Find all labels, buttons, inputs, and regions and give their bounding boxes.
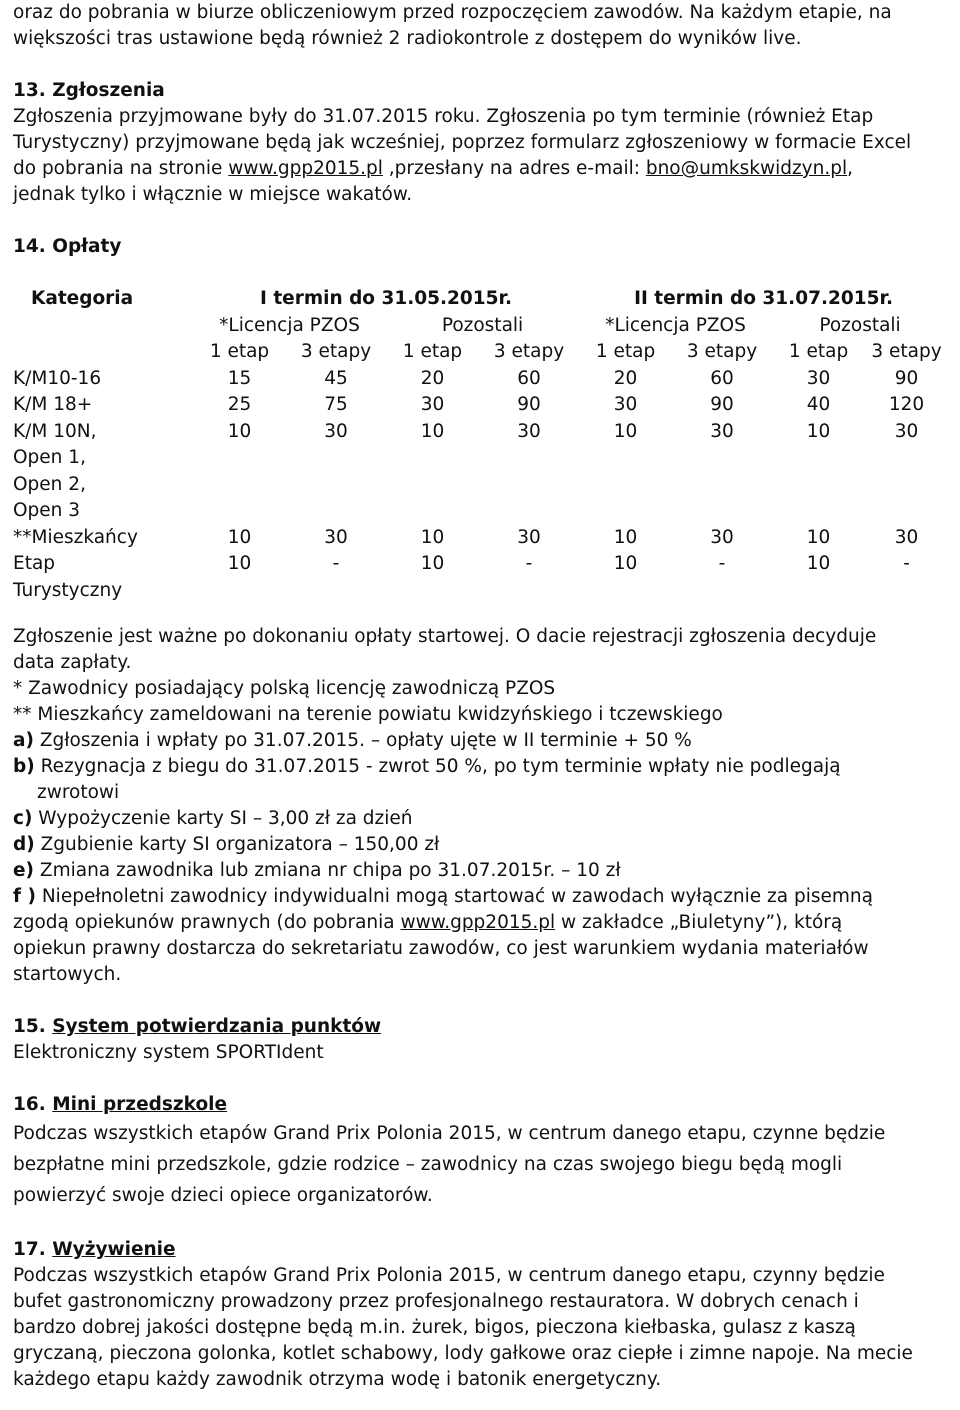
section-15-text: Elektroniczny system SPORTIdent bbox=[13, 1042, 324, 1063]
fee-cell bbox=[286, 445, 386, 472]
table-header-row bbox=[13, 286, 948, 313]
fee-cell bbox=[193, 578, 286, 605]
fee-cell: 10 bbox=[227, 553, 252, 574]
email-link[interactable]: bno@umkskwidzyn.pl bbox=[645, 158, 848, 179]
fee-cell bbox=[286, 498, 386, 525]
row-label: K/M10-16 bbox=[13, 367, 102, 389]
fee-cell: 90 bbox=[517, 394, 541, 415]
fee-cell bbox=[286, 472, 386, 499]
fee-cell: 30 bbox=[710, 526, 734, 548]
section-16-text: bezpłatne mini przedszkole, gdzie rodzice – zawodnicy na czas swojego biegu będą mogli bbox=[13, 1154, 843, 1175]
fee-cell bbox=[479, 498, 579, 525]
fee-cell bbox=[672, 498, 772, 525]
table-header-row bbox=[13, 339, 948, 366]
fee-cell: 30 bbox=[324, 526, 348, 548]
fee-cell bbox=[193, 498, 286, 525]
row-label: **Mieszkańcy bbox=[13, 526, 138, 548]
fee-cell bbox=[386, 498, 479, 525]
fees-note: ** Mieszkańcy zameldowani na terenie powiatu kwidzyńskiego i tczewskiego bbox=[13, 704, 723, 725]
section-13-text: do pobrania na stronie www.gpp2015.pl ,przesłany na adres e-mail: bno@umkskwidzyn.pl, bbox=[13, 158, 853, 179]
fee-cell: - bbox=[903, 553, 910, 574]
section-16-text: powierzyć swoje dzieci opiece organizatorów. bbox=[13, 1185, 433, 1206]
table-row bbox=[13, 551, 948, 578]
section-17-text: Podczas wszystkich etapów Grand Prix Polonia 2015, w centrum danego etapu, czynny będzie bbox=[13, 1265, 885, 1286]
header-licencja: *Licencja PZOS bbox=[219, 314, 360, 336]
fee-cell: 25 bbox=[227, 394, 252, 415]
fee-cell: 10 bbox=[420, 420, 445, 442]
section-16-text: Podczas wszystkich etapów Grand Prix Polonia 2015, w centrum danego etapu, czynne będzie bbox=[13, 1123, 886, 1144]
fee-cell: 40 bbox=[806, 394, 831, 415]
fee-rule-c: c) Wypożyczenie karty SI – 3,00 zł za dzień bbox=[13, 808, 413, 829]
fee-cell: 10 bbox=[806, 553, 831, 574]
header-kategoria: Kategoria bbox=[31, 288, 134, 309]
fee-cell: 10 bbox=[613, 526, 638, 548]
section-13-heading: 13. Zgłoszenia bbox=[13, 80, 165, 101]
row-label: Open 1, bbox=[13, 447, 86, 468]
fee-cell bbox=[672, 472, 772, 499]
header-1-etap: 1 etap bbox=[595, 341, 656, 362]
table-row bbox=[13, 472, 948, 499]
fee-rule-f: startowych. bbox=[13, 964, 122, 985]
fee-cell: 20 bbox=[613, 367, 638, 389]
fee-cell bbox=[193, 445, 286, 472]
fee-cell: 60 bbox=[710, 367, 734, 389]
fee-cell: - bbox=[718, 553, 726, 574]
fee-cell: 90 bbox=[894, 367, 919, 389]
table-header-row bbox=[13, 313, 948, 340]
fee-cell: - bbox=[525, 553, 533, 574]
fee-cell: 10 bbox=[227, 420, 252, 442]
website-link[interactable]: www.gpp2015.pl bbox=[228, 158, 383, 179]
table-row bbox=[13, 525, 948, 552]
fee-cell: 30 bbox=[894, 420, 919, 442]
fee-cell: 15 bbox=[227, 367, 252, 389]
row-label: Turystyczny bbox=[13, 579, 123, 601]
fee-cell: 10 bbox=[613, 553, 638, 574]
fee-cell bbox=[386, 445, 479, 472]
fees-table bbox=[13, 286, 948, 604]
fee-cell bbox=[579, 445, 672, 472]
fees-note: * Zawodnicy posiadający polską licencję zawodniczą PZOS bbox=[13, 678, 556, 699]
fee-cell: 10 bbox=[420, 526, 445, 548]
section-17-text: gryczaną, pieczona golonka, kotlet schabowy, lody gałkowe oraz ciepłe i zimne napoje. Na mecie bbox=[13, 1343, 913, 1364]
fee-rule-f: zgodą opiekunów prawnych (do pobrania www.gpp2015.pl w zakładce „Biuletyny”), którą bbox=[13, 912, 843, 933]
fee-cell bbox=[286, 578, 386, 605]
section-17-text: bardzo dobrej jakości dostępne będą m.in. żurek, bigos, pieczona kiełbaska, gulasz z kaszą bbox=[13, 1317, 856, 1338]
fee-cell bbox=[579, 472, 672, 499]
fee-cell: 30 bbox=[324, 420, 348, 442]
fee-cell: 120 bbox=[888, 394, 925, 415]
row-label: Etap bbox=[13, 553, 56, 574]
section-15-heading: 15. System potwierdzania punktów bbox=[13, 1016, 382, 1037]
header-pozostali: Pozostali bbox=[441, 314, 524, 336]
fee-cell: 30 bbox=[420, 394, 445, 415]
fee-cell: 30 bbox=[894, 526, 919, 548]
table-row bbox=[13, 445, 948, 472]
fee-cell: 60 bbox=[517, 367, 541, 389]
fee-cell bbox=[479, 472, 579, 499]
fee-cell bbox=[386, 578, 479, 605]
section-17-text: każdego etapu każdy zawodnik otrzyma wodę i batonik energetyczny. bbox=[13, 1369, 662, 1390]
fee-cell: 30 bbox=[613, 394, 638, 415]
fee-cell bbox=[579, 578, 672, 605]
section-14-heading: 14. Opłaty bbox=[13, 236, 122, 257]
row-label: Open 2, bbox=[13, 473, 86, 495]
fee-cell bbox=[772, 498, 865, 525]
header-licencja: *Licencja PZOS bbox=[605, 314, 746, 336]
fee-cell bbox=[579, 498, 672, 525]
fee-cell bbox=[193, 472, 286, 499]
fee-cell: 30 bbox=[517, 526, 541, 548]
header-1-etap: 1 etap bbox=[209, 341, 270, 362]
fee-cell: 30 bbox=[806, 367, 831, 389]
website-link[interactable]: www.gpp2015.pl bbox=[400, 912, 556, 933]
table-row bbox=[13, 578, 948, 605]
fee-cell: 75 bbox=[324, 394, 348, 415]
document-page bbox=[13, 0, 948, 1393]
header-3-etapy: 3 etapy bbox=[871, 341, 942, 362]
header-3-etapy: 3 etapy bbox=[300, 341, 372, 362]
row-label: K/M 10N, bbox=[13, 420, 97, 442]
intro-line: oraz do pobrania w biurze obliczeniowym przed rozpoczęciem zawodów. Na każdym etapie, na bbox=[13, 2, 892, 23]
row-label: Open 3 bbox=[13, 500, 81, 521]
fee-cell bbox=[772, 578, 865, 605]
fee-rule-d: d) Zgubienie karty SI organizatora – 150,00 zł bbox=[13, 834, 440, 855]
fee-rule-a: a) Zgłoszenia i wpłaty po 31.07.2015. – opłaty ujęte w II terminie + 50 % bbox=[13, 730, 692, 751]
fee-cell: 90 bbox=[710, 394, 734, 415]
fee-cell bbox=[865, 472, 948, 499]
fee-cell: 10 bbox=[420, 553, 445, 574]
section-17-text: bufet gastronomiczny prowadzony przez profesjonalnego restauratora. W dobrych cenach i bbox=[13, 1291, 859, 1312]
fees-note: Zgłoszenie jest ważne po dokonaniu opłaty startowej. O dacie rejestracji zgłoszenia decyduje bbox=[13, 626, 877, 647]
fee-cell: 10 bbox=[806, 420, 831, 442]
fee-rule-b: zwrotowi bbox=[37, 782, 120, 803]
fee-cell bbox=[865, 498, 948, 525]
fee-cell bbox=[865, 445, 948, 472]
header-term-1: I termin do 31.05.2015r. bbox=[260, 288, 513, 309]
header-3-etapy: 3 etapy bbox=[493, 341, 565, 362]
fee-cell bbox=[479, 578, 579, 605]
fee-rule-f: f ) Niepełnoletni zawodnicy indywidualni mogą startować w zawodach wyłącznie za pisemną bbox=[13, 886, 873, 907]
fee-rule-f: opiekun prawny dostarcza do sekretariatu zawodów, co jest warunkiem wydania materiałów bbox=[13, 938, 869, 959]
table-row bbox=[13, 366, 948, 393]
section-13-text: Turystyczny) przyjmowane będą jak wcześniej, poprzez formularz zgłoszeniowy w formacie Excel bbox=[13, 132, 912, 153]
fee-cell: - bbox=[332, 553, 340, 574]
fee-cell bbox=[386, 472, 479, 499]
fee-cell: 30 bbox=[517, 420, 541, 442]
fees-note: data zapłaty. bbox=[13, 652, 132, 673]
intro-line: większości tras ustawione będą również 2 radiokontrole z dostępem do wyników live. bbox=[13, 28, 802, 49]
fee-cell bbox=[479, 445, 579, 472]
header-pozostali: Pozostali bbox=[819, 314, 901, 336]
section-16-heading: 16. Mini przedszkole bbox=[13, 1094, 228, 1115]
header-1-etap: 1 etap bbox=[402, 341, 463, 362]
fee-cell bbox=[672, 445, 772, 472]
fee-cell: 10 bbox=[227, 526, 252, 548]
fee-cell bbox=[672, 578, 772, 605]
fee-cell: 10 bbox=[613, 420, 638, 442]
section-17-heading: 17. Wyżywienie bbox=[13, 1239, 176, 1260]
header-term-2: II termin do 31.07.2015r. bbox=[634, 288, 893, 309]
fee-cell bbox=[772, 472, 865, 499]
fee-cell: 10 bbox=[806, 526, 831, 548]
fee-cell bbox=[772, 445, 865, 472]
header-1-etap: 1 etap bbox=[788, 341, 849, 362]
table-row bbox=[13, 419, 948, 446]
fee-cell: 20 bbox=[420, 367, 445, 389]
section-13-text: Zgłoszenia przyjmowane były do 31.07.2015 roku. Zgłoszenia po tym terminie (również Etap bbox=[13, 106, 874, 127]
table-row bbox=[13, 392, 948, 419]
section-13-text: jednak tylko i włącznie w miejsce wakatów. bbox=[13, 184, 413, 205]
header-3-etapy: 3 etapy bbox=[686, 341, 758, 362]
fee-rule-b: b) Rezygnacja z biegu do 31.07.2015 - zwrot 50 %, po tym terminie wpłaty nie podlegają bbox=[13, 756, 841, 777]
fee-cell: 45 bbox=[324, 367, 348, 389]
fee-cell: 30 bbox=[710, 420, 734, 442]
table-row bbox=[13, 498, 948, 525]
row-label: K/M 18+ bbox=[13, 394, 93, 415]
fee-cell bbox=[865, 578, 948, 605]
fee-rule-e: e) Zmiana zawodnika lub zmiana nr chipa po 31.07.2015r. – 10 zł bbox=[13, 860, 621, 881]
